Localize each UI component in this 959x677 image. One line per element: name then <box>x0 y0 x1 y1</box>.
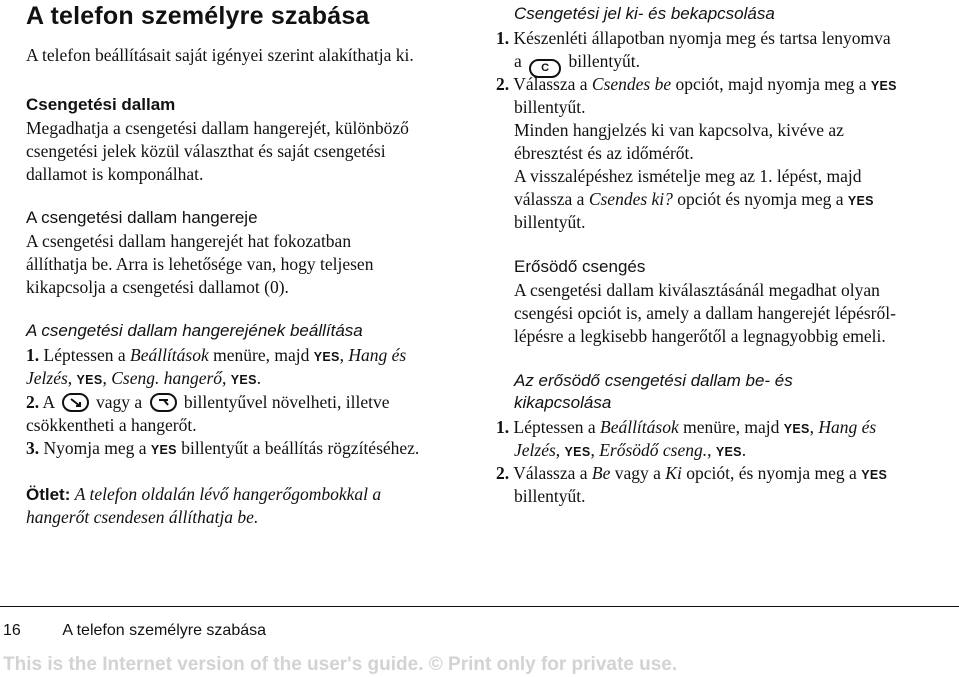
tip: Ötlet: A telefon oldalán lévő hangerőgombokkal a <box>26 484 382 504</box>
yes-key-label: YES <box>313 350 340 364</box>
step-2: 2. A vagy a billentyűvel növelheti, illetve <box>26 392 390 412</box>
section-text-line: Megadhatja a csengetési dallam hangerejét, különböző <box>26 118 409 138</box>
intro-text: A telefon beállításait saját igényei szerint alakíthatja ki. <box>26 45 414 65</box>
yes-key-label: YES <box>715 445 742 459</box>
section-heading-increasing-ring: Erősödő csengés <box>514 257 646 276</box>
page-title: A telefon személyre szabása <box>26 2 370 30</box>
right-proc2-step-1-cont: Jelzés, YES, Erősödő cseng., YES. <box>514 440 747 460</box>
yes-key-label: YES <box>150 443 177 457</box>
yes-key-label: YES <box>847 194 874 208</box>
section-text-line: A csengetési dallam kiválasztásánál megadhat olyan <box>514 280 880 300</box>
section-text-line: dallamot is komponálhat. <box>26 164 204 184</box>
footer-title: A telefon személyre szabása <box>62 622 267 639</box>
procedure-heading-volume: A csengetési dallam hangerejének beállítása <box>26 321 363 340</box>
right-step-1: 1. Készenléti állapotban nyomja meg és tartsa lenyomva <box>496 28 891 48</box>
right-step-2-line: válassza a Csendes ki? opciót és nyomja meg a YES <box>514 189 874 209</box>
section-text-line: csengetési jelek közül választhat és saját csengetési <box>26 141 386 161</box>
right-step-2-line: ébresztést és az időmérőt. <box>514 143 694 163</box>
page-number: 16 <box>3 622 21 639</box>
yes-key-label: YES <box>870 79 897 93</box>
right-step-2-line: billentyűt. <box>514 97 586 117</box>
section-heading-ringtone: Csengetési dallam <box>26 95 176 114</box>
procedure-heading-increasing: Az erősödő csengetési dallam be- és <box>514 371 793 390</box>
right-step-2: 2. Válassza a Csendes be opciót, majd nyomja meg a YES <box>496 74 897 94</box>
footer <box>3 622 266 640</box>
sub-text-line: állíthatja be. Arra is lehetősége van, hogy teljesen <box>26 254 374 274</box>
right-step-2-line: A visszalépéshez ismételje meg az 1. lépést, majd <box>514 166 862 186</box>
section-text-line: lépésre a legkisebb hangerőtől a legnagyobbig emeli. <box>514 326 886 346</box>
volume-down-key-icon <box>150 393 177 412</box>
procedure-heading-silent: Csengetési jel ki- és bekapcsolása <box>514 4 775 23</box>
tip-label: Ötlet: <box>26 485 71 504</box>
subheading-volume: A csengetési dallam hangereje <box>26 208 258 227</box>
footer-divider <box>0 606 959 607</box>
yes-key-label: YES <box>783 422 810 436</box>
watermark-text: This is the Internet version of the user's guide. © Print only for private use. <box>3 654 678 675</box>
yes-key-label: YES <box>230 373 257 387</box>
step-1: 1. Léptessen a Beállítások menüre, majd YES, Hang és <box>26 345 407 365</box>
sub-text-line: A csengetési dallam hangerejét hat fokozatban <box>26 231 352 251</box>
procedure-heading-increasing-cont: kikapcsolása <box>514 393 612 412</box>
volume-up-key-icon <box>62 393 89 412</box>
step-1-cont: Jelzés, YES, Cseng. hangerő, YES. <box>26 368 262 388</box>
tip-cont: hangerőt csendesen állíthatja be. <box>26 507 259 527</box>
right-proc2-step-2: 2. Válassza a Be vagy a Ki opciót, és nyomja meg a YES <box>496 463 888 483</box>
section-text-line: csengési opciót is, amely a dallam hangerejét lépésről- <box>514 303 896 323</box>
sub-text-line: kikapcsolja a csengetési dallamot (0). <box>26 277 289 297</box>
right-step-1-cont: a C billentyűt. <box>514 50 640 78</box>
yes-key-label: YES <box>76 373 103 387</box>
c-key-icon: C <box>529 59 561 78</box>
right-proc2-step-1: 1. Léptessen a Beállítások menüre, majd YES, Hang és <box>496 417 877 437</box>
step-3: 3. Nyomja meg a YES billentyűt a beállítás rögzítéséhez. <box>26 438 420 458</box>
yes-key-label: YES <box>861 468 888 482</box>
step-2-cont: csökkentheti a hangerőt. <box>26 415 197 435</box>
yes-key-label: YES <box>564 445 591 459</box>
right-step-2-line: billentyűt. <box>514 212 586 232</box>
right-proc2-step-2-cont: billentyűt. <box>514 486 586 506</box>
right-step-2-line: Minden hangjelzés ki van kapcsolva, kivéve az <box>514 120 844 140</box>
